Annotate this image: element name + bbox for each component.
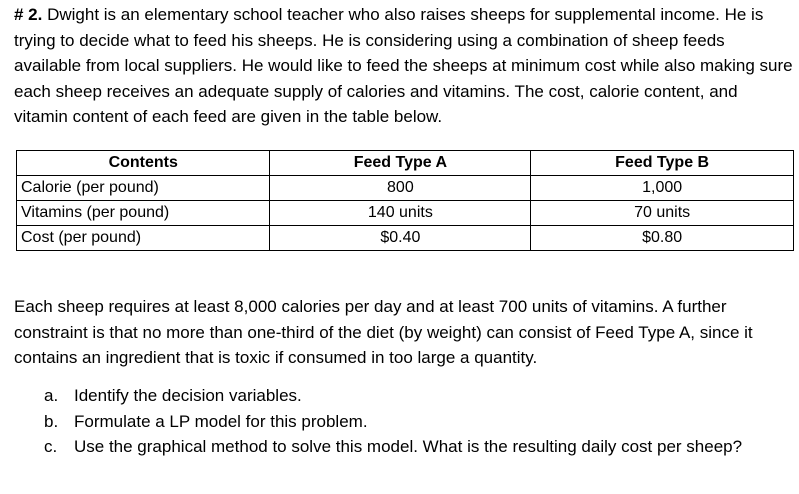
task-marker: b. <box>44 411 59 431</box>
cell-calorie-b: 1,000 <box>531 176 794 201</box>
header-contents: Contents <box>17 151 270 176</box>
problem-number: # 2. <box>14 5 43 24</box>
table-header-row <box>17 151 794 176</box>
requirements-paragraph: Each sheep requires at least 8,000 calories per day and at least 700 units of vitamins. A further constraint is that no more than one-third of the diet (by weight) can consist of Feed Type A, since it contains an ingredient that is toxic if consumed in too large a quantity. <box>14 297 753 368</box>
problem-statement <box>14 2 794 130</box>
task-marker: c. <box>44 437 58 457</box>
table-row <box>17 201 794 226</box>
cell-cost-b: $0.80 <box>531 226 794 251</box>
row-label-calorie: Calorie (per pound) <box>17 176 270 201</box>
list-item <box>44 434 784 460</box>
list-item <box>44 383 784 409</box>
task-marker: a. <box>44 386 59 405</box>
task-text: Use the graphical method to solve this model. What is the resulting daily cost per sheep? <box>74 437 743 457</box>
cell-vitamins-a: 140 units <box>270 201 531 226</box>
list-item <box>44 409 784 435</box>
task-text: Identify the decision variables. <box>74 386 302 405</box>
header-feed-a: Feed Type A <box>270 151 531 176</box>
cell-calorie-a: 800 <box>270 176 531 201</box>
cell-cost-a: $0.40 <box>270 226 531 251</box>
row-label-cost: Cost (per pound) <box>17 226 270 251</box>
intro-text: Dwight is an elementary school teacher who also raises sheeps for supplemental income. He is trying to decide what to feed his sheeps. He is considering using a combination of sheep feeds available from local suppliers. He would like to feed the sheeps at minimum cost while also making sure each sheep receives an adequate supply of calories and vitamins. The cost, calorie content, and vitamin content of each feed are given in the table below. <box>14 5 793 127</box>
cell-vitamins-b: 70 units <box>531 201 794 226</box>
row-label-vitamins: Vitamins (per pound) <box>17 201 270 226</box>
table-row <box>17 176 794 201</box>
intro-paragraph <box>14 2 794 130</box>
feed-table <box>16 150 794 251</box>
table-row <box>17 226 794 251</box>
header-feed-b: Feed Type B <box>531 151 794 176</box>
task-text: Formulate a LP model for this problem. <box>74 411 368 431</box>
task-list <box>44 383 784 460</box>
